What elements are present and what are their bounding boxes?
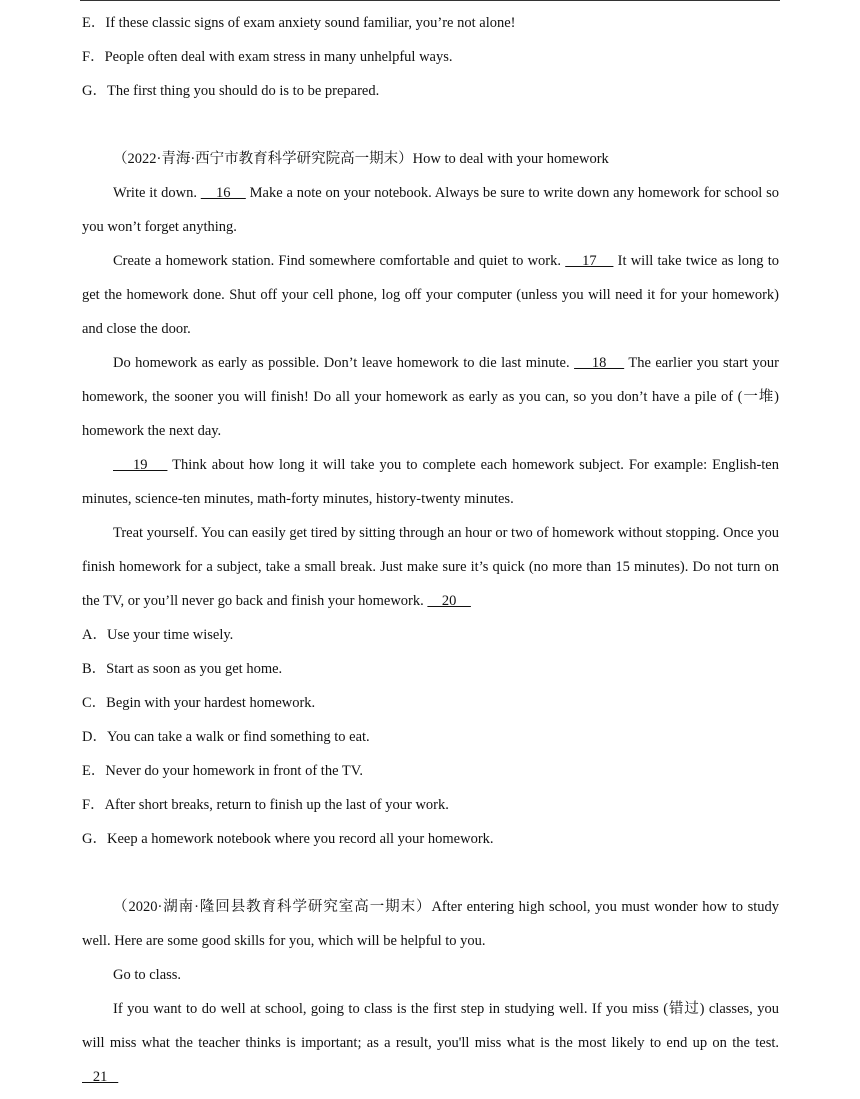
top-rule <box>80 0 780 1</box>
document-content <box>82 6 779 1094</box>
option-g: G．Keep a homework notebook where you record all your homework. <box>82 831 494 847</box>
passage2-paragraph-3: Do homework as early as possible. Don’t leave homework to die last minute. 18 The earlier you start your homework, the sooner you will finish! Do all your homework as early as you can, so you don’t have a pile of (一堆) homework the next day. <box>82 355 779 439</box>
option-g: G．The first thing you should do is to be prepared. <box>82 83 380 99</box>
blank-19: 19 <box>113 457 168 473</box>
passage2-paragraph-4: 19 Think about how long it will take you to complete each homework subject. For example: English-ten minutes, science-ten minutes, math-forty minutes, history-twenty minutes. <box>82 457 779 507</box>
option-e: E．If these classic signs of exam anxiety sound familiar, you’re not alone! <box>82 15 516 31</box>
option-a: A．Use your time wisely. <box>82 627 234 643</box>
passage2-title: How to deal with your homework <box>412 151 609 167</box>
blank-17: 17 <box>565 253 614 269</box>
passage2-source: （2022·青海·西宁市教育科学研究院高一期末） <box>113 151 413 167</box>
option-c: C．Begin with your hardest homework. <box>82 695 316 711</box>
passage3-paragraph-2: Go to class. <box>113 967 182 983</box>
option-e: E．Never do your homework in front of the TV. <box>82 763 363 779</box>
option-b: B．Start as soon as you get home. <box>82 661 283 677</box>
passage2-paragraph-1: Write it down. 16 Make a note on your notebook. Always be sure to write down any homework for school so you won’t forget anything. <box>82 185 779 235</box>
passage3-paragraph-3: If you want to do well at school, going to class is the first step in studying well. If you miss (错过) classes, you will miss what the teacher thinks is important; as a result, you'll miss what is the most likely to end up on the test. 21 <box>82 1001 779 1085</box>
passage3-paragraph-1: （2020·湖南·隆回县教育科学研究室高一期末）After entering high school, you must wonder how to study well. Here are some good skills for you, which will be helpful to you. <box>82 899 780 949</box>
passage2-paragraph-2: Create a homework station. Find somewhere comfortable and quiet to work. 17 It will take twice as long to get the homework done. Shut off your cell phone, log off your computer (unless you will need it for your homework) and close the door. <box>82 253 780 337</box>
passage3-source: （2020·湖南·隆回县教育科学研究室高一期末） <box>113 899 432 915</box>
blank-20: 20 <box>427 593 471 609</box>
blank-21: 21 <box>82 1069 119 1085</box>
passage2-paragraph-5: Treat yourself. You can easily get tired by sitting through an hour or two of homework without stopping. Once you finish homework for a subject, take a small break. Just make sure it’s quick (no more than 15 minutes). Do not turn on the TV, or you’ll never go back and finish your homework. 20 <box>82 525 779 609</box>
option-f: F．After short breaks, return to finish up the last of your work. <box>82 797 449 813</box>
blank-16: 16 <box>200 185 246 201</box>
option-f: F．People often deal with exam stress in many unhelpful ways. <box>82 49 453 65</box>
spacer <box>82 856 779 890</box>
passage2-heading <box>82 142 779 176</box>
option-d: D．You can take a walk or find something to eat. <box>82 729 370 745</box>
blank-18: 18 <box>574 355 625 371</box>
spacer <box>82 108 779 142</box>
